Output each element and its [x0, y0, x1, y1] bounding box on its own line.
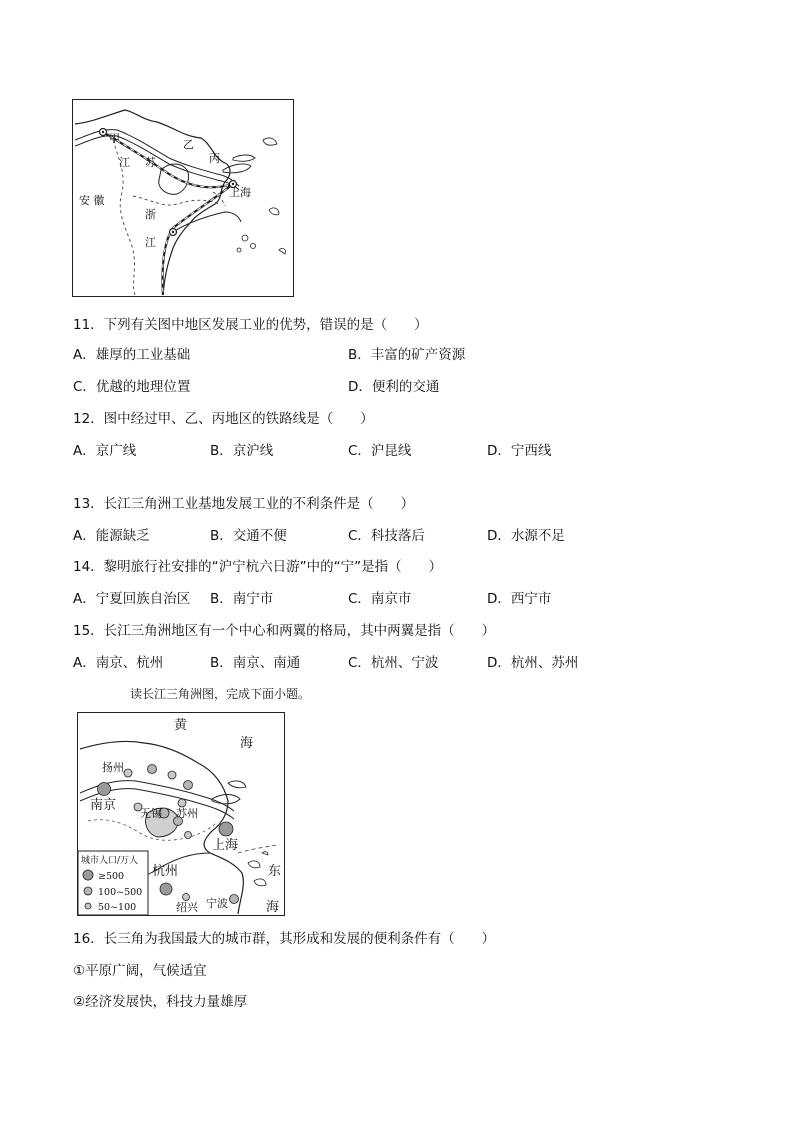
- question-15-option-d[interactable]: D．杭州、苏州: [487, 655, 579, 671]
- island: [251, 244, 256, 249]
- island: [269, 208, 279, 215]
- question-13-option-d[interactable]: D．水源不足: [487, 528, 565, 544]
- question-15-option-a[interactable]: A．南京、杭州: [73, 655, 164, 671]
- label-wuxi: 无锡: [140, 807, 162, 820]
- city-yangzhou-marker: [124, 769, 132, 777]
- city-marker: [184, 781, 193, 790]
- city-shaoxing-marker: [183, 894, 190, 901]
- label-anhui: 安 徽: [79, 194, 105, 207]
- label-shaoxing: 绍兴: [176, 901, 198, 914]
- legend-title: 城市人口/万人: [81, 856, 139, 866]
- map-yangtze-delta-cities: [77, 712, 285, 916]
- question-16-item-2: ②经济发展快，科技力量雄厚: [73, 994, 248, 1010]
- map-yangtze-railway: [72, 99, 294, 297]
- map-2-caption: 读长江三角洲图，完成下面小题。: [130, 687, 311, 701]
- city-marker: [168, 771, 176, 779]
- label-hai-top: 海: [240, 736, 254, 751]
- map-yangtze-railway-svg: [73, 100, 293, 296]
- island: [248, 861, 260, 868]
- city-hangzhou-marker: [160, 883, 172, 895]
- question-14-option-b[interactable]: B．南宁市: [210, 591, 274, 607]
- island: [279, 248, 286, 254]
- question-13-option-a[interactable]: A．能源缺乏: [73, 528, 150, 544]
- question-13-stem: 13．长江三角洲工业基地发展工业的不利条件是（ ）: [73, 496, 415, 512]
- label-huang: 黄: [174, 718, 188, 733]
- city-ningbo-marker: [230, 895, 239, 904]
- label-jia: 甲: [109, 132, 120, 145]
- island: [228, 781, 246, 788]
- question-13-option-c[interactable]: C．科技落后: [348, 528, 425, 544]
- island: [254, 879, 266, 886]
- island: [233, 155, 255, 161]
- label-ningbo: 宁波: [206, 897, 228, 910]
- question-11-option-d[interactable]: D．便利的交通: [348, 379, 440, 395]
- question-12-stem: 12．图中经过甲、乙、丙地区的铁路线是（ ）: [73, 411, 374, 427]
- label-yi: 乙: [183, 138, 194, 151]
- question-12-option-a[interactable]: A．京广线: [73, 443, 137, 459]
- question-16-stem: 16．长三角为我国最大的城市群，其形成和发展的便利条件有（ ）: [73, 931, 496, 947]
- question-12-option-c[interactable]: C．沪昆线: [348, 443, 412, 459]
- question-12-option-b[interactable]: B．京沪线: [210, 443, 274, 459]
- island: [262, 852, 268, 855]
- question-11-stem: 11．下列有关图中地区发展工业的优势，错误的是（ ）: [73, 317, 428, 333]
- island: [263, 138, 277, 145]
- city-nanjing-marker: [98, 783, 111, 796]
- question-14-option-c[interactable]: C．南京市: [348, 591, 412, 607]
- legend-marker-large: [83, 870, 93, 880]
- island: [242, 235, 248, 241]
- label-jiang2: 江: [145, 236, 156, 249]
- city-marker: [148, 765, 157, 774]
- question-11-option-c[interactable]: C．优越的地理位置: [73, 379, 191, 395]
- city-marker-shanghai-dot: [232, 183, 234, 185]
- question-14-option-d[interactable]: D．西宁市: [487, 591, 552, 607]
- label-suzhou: 苏州: [176, 807, 198, 820]
- legend-item-large: ≥500: [98, 871, 125, 882]
- label-nanjing: 南京: [90, 798, 117, 813]
- city-marker: [185, 832, 192, 839]
- label-yangzhou: 扬州: [102, 761, 124, 774]
- question-14-stem: 14．黎明旅行社安排的“沪宁杭六日游”中的“宁”是指（ ）: [73, 559, 443, 575]
- city-marker: [178, 799, 186, 807]
- city-shanghai-marker: [219, 822, 233, 836]
- label-jiang: 江: [119, 156, 130, 169]
- island: [237, 248, 241, 252]
- city-marker-hangzhou-dot: [172, 231, 174, 233]
- legend-item-small: 50~100: [98, 902, 137, 913]
- label-su: 苏: [145, 156, 156, 169]
- question-13-option-b[interactable]: B．交通不便: [210, 528, 287, 544]
- label-zhe: 浙: [145, 208, 156, 221]
- question-11-option-b[interactable]: B．丰富的矿产资源: [348, 347, 466, 363]
- city-marker-jia-dot: [102, 131, 104, 133]
- sea-route: [238, 845, 278, 853]
- label-hangzhou: 杭州: [152, 864, 179, 879]
- question-14-option-a[interactable]: A．宁夏回族自治区: [73, 591, 191, 607]
- map-yangtze-delta-cities-svg: [78, 713, 284, 915]
- label-shanghai: 上海: [212, 838, 239, 853]
- legend-marker-medium: [84, 887, 92, 895]
- hangzhou-bay: [173, 212, 241, 232]
- question-12-option-d[interactable]: D．宁西线: [487, 443, 552, 459]
- question-16-item-1: ①平原广阔，气候适宜: [73, 963, 207, 979]
- question-15-stem: 15．长江三角洲地区有一个中心和两翼的格局，其中两翼是指（ ）: [73, 623, 496, 639]
- question-15-option-b[interactable]: B．南京、南通: [210, 655, 301, 671]
- question-11-option-a[interactable]: A．雄厚的工业基础: [73, 347, 191, 363]
- question-15-option-c[interactable]: C．杭州、宁波: [348, 655, 439, 671]
- label-shanghai: 上海: [229, 186, 251, 199]
- legend-marker-small: [85, 903, 91, 909]
- taihu-lake: [159, 164, 189, 194]
- label-dong: 东: [268, 864, 282, 879]
- label-hai-bottom: 海: [266, 900, 280, 915]
- label-bing: 丙: [209, 152, 220, 165]
- legend-item-medium: 100~500: [98, 887, 143, 898]
